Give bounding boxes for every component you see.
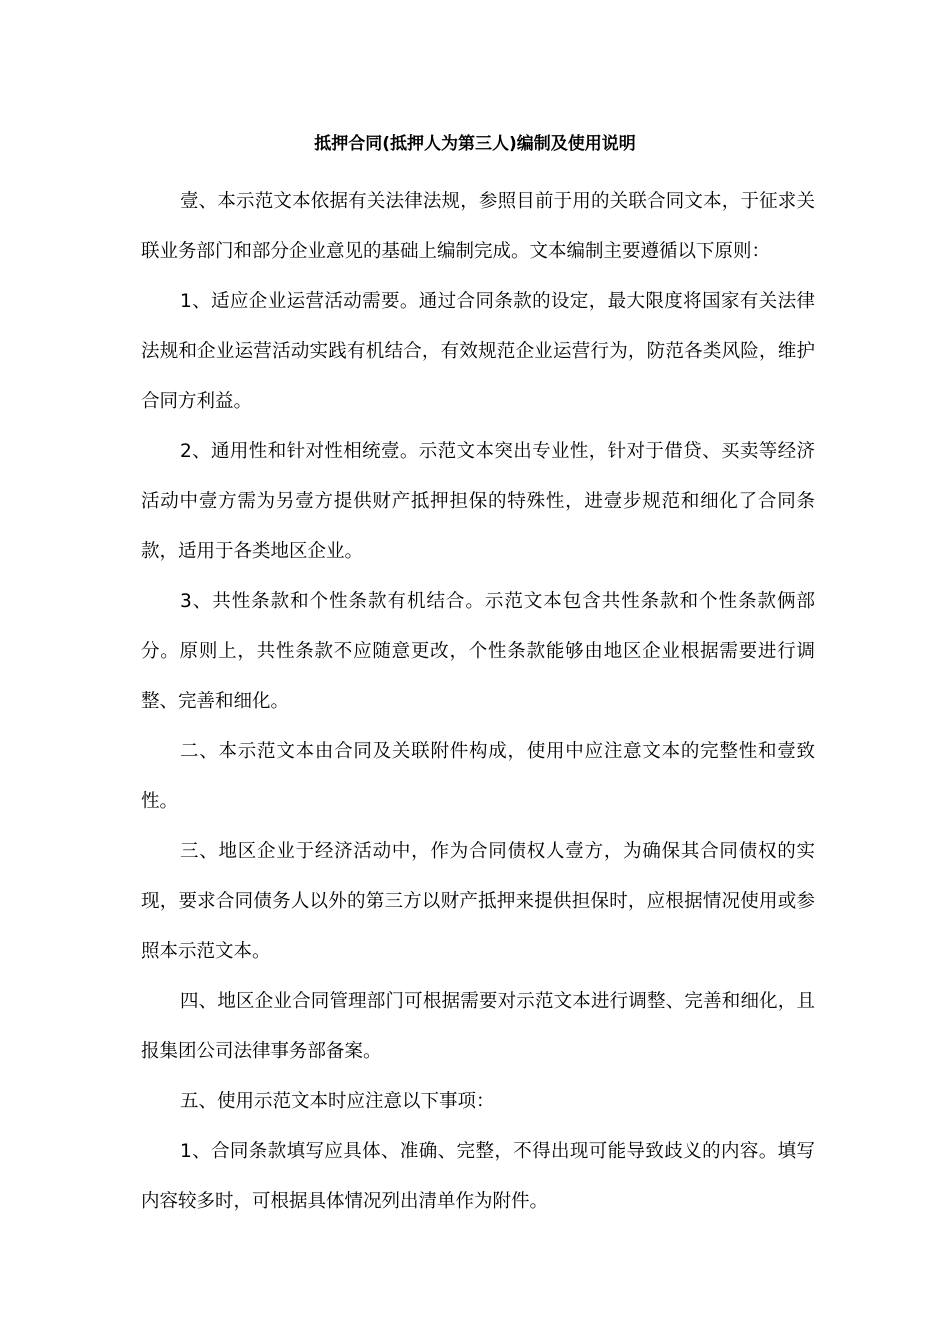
paragraph-section-5: 五、使用示范文本时应注意以下事项： <box>180 1091 495 1112</box>
paragraph-section-4: 四、地区企业合同管理部门可根据需要对示范文本进行调整、完善和细化，且报集团公司法律事务部备案。 <box>141 991 815 1062</box>
paragraph-principle-1: 1、适应企业运营活动需要。通过合同条款的设定，最大限度将国家有关法律法规和企业运营活动实践有机结合，有效规范企业运营行为，防范各类风险，维护合同方利益。 <box>141 291 815 412</box>
paragraph-item-1: 1、合同条款填写应具体、准确、完整，不得出现可能导致歧义的内容。填写内容较多时，可根据具体情况列出清单作为附件。 <box>141 1141 815 1212</box>
paragraph-principle-3: 3、共性条款和个性条款有机结合。示范文本包含共性条款和个性条款俩部分。原则上，共性条款不应随意更改，个性条款能够由地区企业根据需要进行调整、完善和细化。 <box>141 591 815 712</box>
paragraph-intro: 壹、本示范文本依据有关法律法规，参照目前于用的关联合同文本，于征求关联业务部门和部分企业意见的基础上编制完成。文本编制主要遵循以下原则： <box>141 191 815 262</box>
paragraph-section-3: 三、地区企业于经济活动中，作为合同债权人壹方，为确保其合同债权的实现，要求合同债务人以外的第三方以财产抵押来提供担保时，应根据情况使用或参照本示范文本。 <box>141 841 815 962</box>
paragraph-principle-2: 2、通用性和针对性相统壹。示范文本突出专业性，针对于借贷、买卖等经济活动中壹方需为另壹方提供财产抵押担保的特殊性，进壹步规范和细化了合同条款，适用于各类地区企业。 <box>141 441 815 562</box>
document-body <box>141 177 815 1227</box>
paragraph-section-2: 二、本示范文本由合同及关联附件构成，使用中应注意文本的完整性和壹致性。 <box>141 741 815 812</box>
document-title: 抵押合同(抵押人为第三人)编制及使用说明 <box>314 134 636 154</box>
